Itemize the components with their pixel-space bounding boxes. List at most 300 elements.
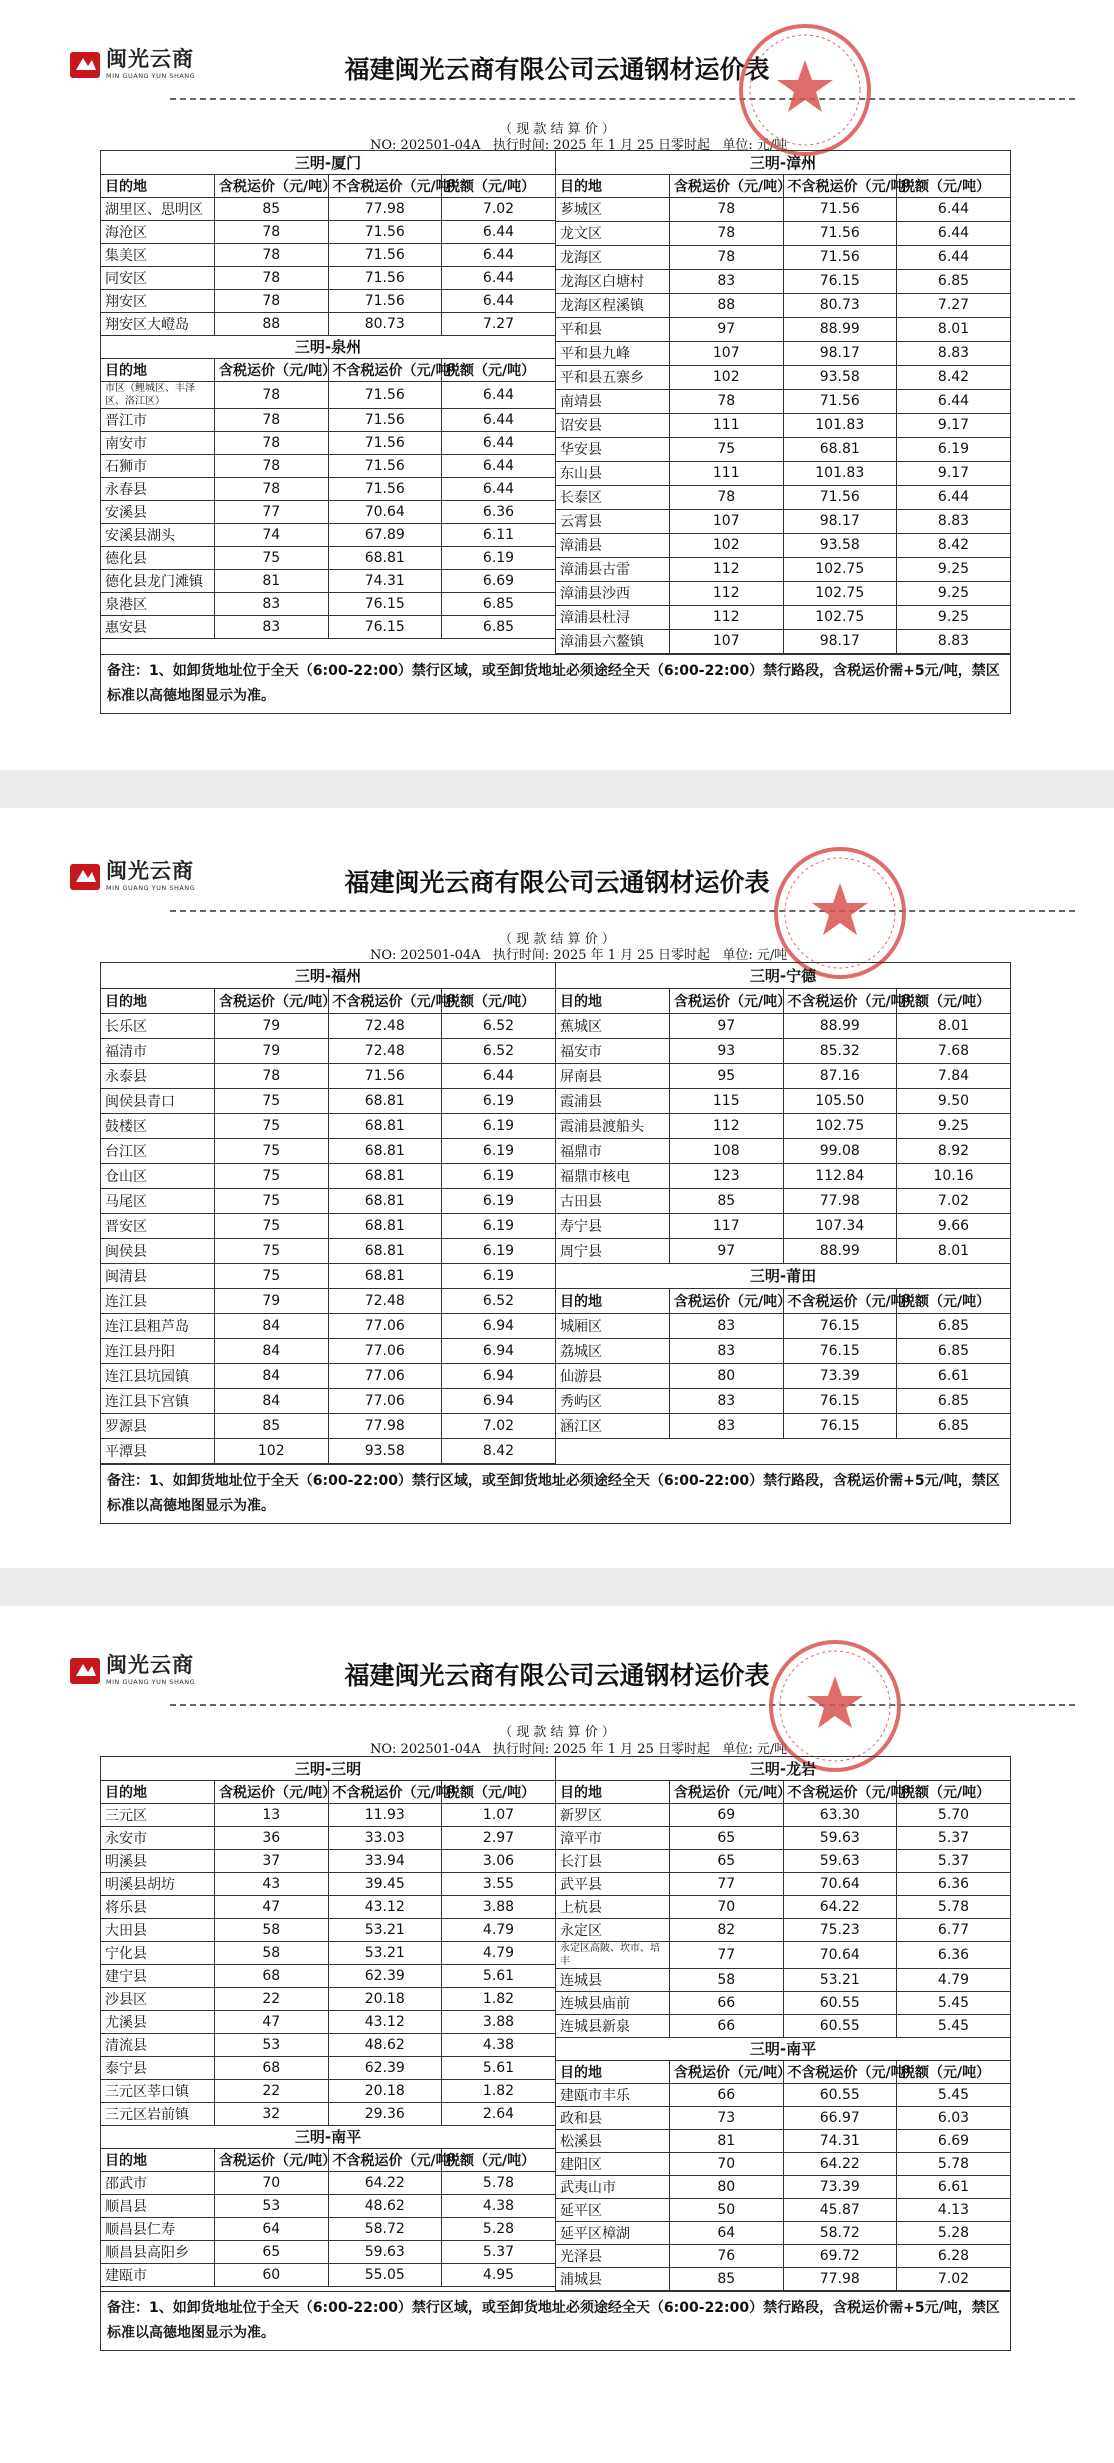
destination-cell: 台江区: [101, 1138, 215, 1163]
tax-excl-cell: 43.12: [328, 2010, 442, 2033]
rate-row: [101, 1313, 555, 1338]
tax-incl-cell: 64: [215, 2217, 329, 2240]
destination-cell: 延平区: [556, 2198, 670, 2221]
tax-cell: 4.95: [442, 2263, 556, 2286]
tax-cell: 6.11: [442, 523, 556, 546]
destination-cell: 沙县区: [101, 1987, 215, 2010]
tax-excl-cell: 112.84: [783, 1163, 897, 1188]
rate-row: [556, 413, 1010, 437]
destination-cell: 永春县: [101, 477, 215, 500]
destination-cell: 尤溪县: [101, 2010, 215, 2033]
rate-row: [101, 523, 555, 546]
tax-cell: 8.83: [897, 629, 1011, 653]
tax-cell: 6.19: [897, 437, 1011, 461]
rate-row: [101, 1338, 555, 1363]
tax-cell: 6.19: [442, 1213, 556, 1238]
remark-note: 备注：1、如卸货地址位于全天（6:00-22:00）禁行区域，或至卸货地址必须途经全天（6:00-22:00）禁行路段，含税运价需+5元/吨，禁区标准以高德地图显示为准。: [101, 2291, 1010, 2350]
tax-incl-cell: 78: [215, 266, 329, 289]
settlement-label: （ 现 款 结 算 价 ）: [499, 122, 615, 137]
tax-cell: 3.06: [442, 1849, 556, 1872]
tax-excl-cell: 73.39: [783, 1363, 897, 1388]
document-title: 福建闽光云商有限公司云通钢材运价表: [344, 55, 770, 84]
tax-excl-cell: 77.98: [783, 2267, 897, 2290]
col-tax: 税额（元/吨）: [897, 1288, 1011, 1313]
tax-cell: 6.19: [442, 1163, 556, 1188]
document-title: 福建闽光云商有限公司云通钢材运价表: [344, 868, 770, 897]
tax-cell: 6.19: [442, 1138, 556, 1163]
tax-incl-cell: 115: [670, 1088, 784, 1113]
tax-incl-cell: 66: [670, 2014, 784, 2037]
section-title: 三明-泉州: [101, 335, 555, 358]
tax-excl-cell: 68.81: [328, 1263, 442, 1288]
tax-incl-cell: 83: [670, 1413, 784, 1438]
col-tax-excl: 不含税运价（元/吨）: [783, 1288, 897, 1313]
destination-cell: 寿宁县: [556, 1213, 670, 1238]
tax-cell: 6.61: [897, 1363, 1011, 1388]
meta-line: [370, 1738, 787, 1757]
rate-row: [556, 1063, 1010, 1088]
rate-row: [101, 1826, 555, 1849]
tax-cell: 6.19: [442, 1113, 556, 1138]
tax-cell: 8.01: [897, 1013, 1011, 1038]
tax-cell: 6.44: [897, 197, 1011, 221]
tax-excl-cell: 29.36: [328, 2102, 442, 2125]
destination-cell: 建瓯市丰乐: [556, 2083, 670, 2106]
tax-incl-cell: 70: [670, 1895, 784, 1918]
destination-cell: 鼓楼区: [101, 1113, 215, 1138]
destination-cell: 顺昌县高阳乡: [101, 2240, 215, 2263]
rate-row: [556, 1213, 1010, 1238]
tax-excl-cell: 53.21: [328, 1941, 442, 1964]
rate-row: [556, 1238, 1010, 1263]
tax-incl-cell: 75: [215, 1213, 329, 1238]
destination-cell: 连江县下宫镇: [101, 1388, 215, 1413]
tax-incl-cell: 53: [215, 2033, 329, 2056]
tax-cell: 6.44: [442, 289, 556, 312]
col-tax: 税额（元/吨）: [442, 174, 556, 197]
rate-row: [101, 266, 555, 289]
tax-cell: 4.38: [442, 2194, 556, 2217]
destination-cell: 石狮市: [101, 454, 215, 477]
tax-incl-cell: 79: [215, 1038, 329, 1063]
tax-excl-cell: 72.48: [328, 1038, 442, 1063]
rate-row: [101, 381, 555, 408]
tax-incl-cell: 64: [670, 2221, 784, 2244]
destination-cell: 海沧区: [101, 220, 215, 243]
tax-cell: 6.44: [897, 221, 1011, 245]
col-tax-incl: 含税运价（元/吨）: [215, 174, 329, 197]
tax-excl-cell: 68.81: [328, 546, 442, 569]
tax-excl-cell: 77.06: [328, 1338, 442, 1363]
section-title: 三明-龙岩: [556, 1757, 1010, 1780]
tax-incl-cell: 77: [215, 500, 329, 523]
tax-incl-cell: 78: [215, 431, 329, 454]
destination-cell: 惠安县: [101, 615, 215, 638]
right-column: [555, 1757, 1010, 2291]
destination-cell: 霞浦县: [556, 1088, 670, 1113]
tax-cell: 6.85: [897, 1338, 1011, 1363]
rate-row: [556, 1038, 1010, 1063]
tax-cell: 5.70: [897, 1803, 1011, 1826]
rate-sheet-3: [100, 1756, 1011, 2351]
tax-incl-cell: 80: [670, 2175, 784, 2198]
tax-excl-cell: 80.73: [328, 312, 442, 335]
rate-row: [101, 312, 555, 335]
tax-cell: 6.19: [442, 1188, 556, 1213]
tax-incl-cell: 112: [670, 1113, 784, 1138]
tax-incl-cell: 97: [670, 1238, 784, 1263]
col-tax-excl: 不含税运价（元/吨）: [783, 2060, 897, 2083]
page-3: [0, 1606, 1114, 2463]
tax-incl-cell: 74: [215, 523, 329, 546]
tax-cell: 8.42: [897, 533, 1011, 557]
tax-excl-cell: 88.99: [783, 317, 897, 341]
col-tax: 税额（元/吨）: [897, 988, 1011, 1013]
tax-cell: 5.37: [897, 1826, 1011, 1849]
col-tax-excl: 不含税运价（元/吨）: [328, 358, 442, 381]
rate-row: [556, 461, 1010, 485]
col-tax-incl: 含税运价（元/吨）: [215, 358, 329, 381]
unit-label: 单位: 元/吨: [722, 948, 788, 963]
tax-incl-cell: 117: [670, 1213, 784, 1238]
tax-incl-cell: 84: [215, 1313, 329, 1338]
col-destination: 目的地: [101, 358, 215, 381]
tax-cell: 6.69: [897, 2129, 1011, 2152]
tax-cell: 9.25: [897, 557, 1011, 581]
rate-row: [101, 1263, 555, 1288]
section-title: 三明-三明: [101, 1757, 555, 1780]
tax-excl-cell: 68.81: [783, 437, 897, 461]
tax-incl-cell: 75: [215, 1113, 329, 1138]
tax-incl-cell: 78: [215, 220, 329, 243]
tax-cell: 6.94: [442, 1363, 556, 1388]
tax-incl-cell: 83: [670, 1313, 784, 1338]
destination-cell: 建瓯市: [101, 2263, 215, 2286]
tax-excl-cell: 102.75: [783, 557, 897, 581]
tax-cell: 6.36: [442, 500, 556, 523]
tax-excl-cell: 71.56: [328, 454, 442, 477]
tax-excl-cell: 76.15: [783, 269, 897, 293]
col-tax-excl: 不含税运价（元/吨）: [328, 988, 442, 1013]
rate-row: [101, 197, 555, 220]
tax-excl-cell: 101.83: [783, 413, 897, 437]
destination-cell: 漳浦县: [556, 533, 670, 557]
destination-cell: 安溪县湖头: [101, 523, 215, 546]
tax-excl-cell: 60.55: [783, 2083, 897, 2106]
rate-row: [101, 1113, 555, 1138]
rate-row: [101, 2102, 555, 2125]
tax-cell: 5.78: [897, 1895, 1011, 1918]
tax-excl-cell: 33.94: [328, 1849, 442, 1872]
page-gap: [0, 1568, 1114, 1606]
rate-row: [556, 1991, 1010, 2014]
doc-number: NO: 202501-04A: [370, 948, 481, 963]
rate-row: [556, 2106, 1010, 2129]
logo-name: 闽光云商: [106, 46, 194, 71]
tax-excl-cell: 68.81: [328, 1088, 442, 1113]
tax-excl-cell: 62.39: [328, 2056, 442, 2079]
unit-label: 单位: 元/吨: [722, 1742, 788, 1757]
col-tax-incl: 含税运价（元/吨）: [670, 1288, 784, 1313]
company-stamp-icon: [735, 20, 875, 160]
tax-incl-cell: 47: [215, 2010, 329, 2033]
tax-incl-cell: 111: [670, 413, 784, 437]
destination-cell: 诏安县: [556, 413, 670, 437]
rate-row: [556, 389, 1010, 413]
destination-cell: 集美区: [101, 243, 215, 266]
destination-cell: 浦城县: [556, 2267, 670, 2290]
tax-incl-cell: 97: [670, 1013, 784, 1038]
tax-excl-cell: 68.81: [328, 1138, 442, 1163]
tax-excl-cell: 20.18: [328, 1987, 442, 2010]
section-title: 三明-厦门: [101, 151, 555, 174]
destination-cell: 闽清县: [101, 1263, 215, 1288]
tax-excl-cell: 75.23: [783, 1918, 897, 1941]
tax-excl-cell: 101.83: [783, 461, 897, 485]
tax-excl-cell: 39.45: [328, 1872, 442, 1895]
tax-incl-cell: 78: [215, 454, 329, 477]
destination-cell: 华安县: [556, 437, 670, 461]
tax-incl-cell: 83: [215, 615, 329, 638]
destination-cell: 永定区: [556, 1918, 670, 1941]
right-column: [555, 151, 1010, 654]
title-divider: [170, 910, 1075, 912]
tax-incl-cell: 78: [670, 389, 784, 413]
rate-row: [556, 2083, 1010, 2106]
tax-cell: 6.44: [442, 408, 556, 431]
rate-row: [101, 2056, 555, 2079]
rate-row: [101, 1363, 555, 1388]
tax-incl-cell: 79: [215, 1013, 329, 1038]
tax-excl-cell: 68.81: [328, 1113, 442, 1138]
rate-row: [556, 485, 1010, 509]
tax-cell: 2.97: [442, 1826, 556, 1849]
tax-incl-cell: 75: [215, 1188, 329, 1213]
tax-excl-cell: 71.56: [783, 245, 897, 269]
rate-row: [101, 1438, 555, 1463]
rate-row: [101, 243, 555, 266]
tax-excl-cell: 107.34: [783, 1213, 897, 1238]
destination-cell: 上杭县: [556, 1895, 670, 1918]
tax-excl-cell: 33.03: [328, 1826, 442, 1849]
rate-row: [101, 2240, 555, 2263]
tax-excl-cell: 71.56: [328, 266, 442, 289]
tax-incl-cell: 75: [215, 1263, 329, 1288]
tax-incl-cell: 79: [215, 1288, 329, 1313]
tax-incl-cell: 78: [215, 477, 329, 500]
destination-cell: 长乐区: [101, 1013, 215, 1038]
tax-incl-cell: 65: [215, 2240, 329, 2263]
section-title: 三明-宁德: [556, 963, 1010, 988]
destination-cell: 云霄县: [556, 509, 670, 533]
tax-excl-cell: 53.21: [783, 1968, 897, 1991]
tax-incl-cell: 112: [670, 557, 784, 581]
tax-excl-cell: 85.32: [783, 1038, 897, 1063]
document-title: 福建闽光云商有限公司云通钢材运价表: [344, 1661, 770, 1690]
destination-cell: 翔安区大嶝岛: [101, 312, 215, 335]
tax-incl-cell: 58: [670, 1968, 784, 1991]
rate-row: [101, 2079, 555, 2102]
destination-cell: 宁化县: [101, 1941, 215, 1964]
page-1: [0, 0, 1114, 770]
rate-row: [101, 500, 555, 523]
rate-row: [101, 1918, 555, 1941]
destination-cell: 福鼎市: [556, 1138, 670, 1163]
col-destination: 目的地: [101, 988, 215, 1013]
section-title: 三明-南平: [101, 2125, 555, 2148]
rate-row: [101, 431, 555, 454]
col-tax-excl: 不含税运价（元/吨）: [783, 174, 897, 197]
logo-name: 闽光云商: [106, 1652, 194, 1677]
destination-cell: 周宁县: [556, 1238, 670, 1263]
destination-cell: 东山县: [556, 461, 670, 485]
right-column: [555, 963, 1010, 1464]
tax-incl-cell: 78: [215, 408, 329, 431]
tax-cell: 8.42: [897, 365, 1011, 389]
tax-incl-cell: 78: [215, 243, 329, 266]
left-column: [101, 1757, 555, 2291]
tax-incl-cell: 65: [670, 1849, 784, 1872]
rate-row: [556, 293, 1010, 317]
tax-cell: 6.36: [897, 1872, 1011, 1895]
col-destination: 目的地: [556, 174, 670, 197]
tax-incl-cell: 77: [670, 1872, 784, 1895]
rate-row: [556, 581, 1010, 605]
tax-incl-cell: 85: [215, 197, 329, 220]
rate-row: [101, 289, 555, 312]
rate-row: [101, 1063, 555, 1088]
tax-cell: 10.16: [897, 1163, 1011, 1188]
destination-cell: 马尾区: [101, 1188, 215, 1213]
rate-row: [556, 2267, 1010, 2290]
tax-excl-cell: 76.15: [783, 1413, 897, 1438]
left-column: [101, 963, 555, 1464]
tax-incl-cell: 66: [670, 2083, 784, 2106]
destination-cell: 罗源县: [101, 1413, 215, 1438]
tax-excl-cell: 67.89: [328, 523, 442, 546]
tax-excl-cell: 71.56: [783, 485, 897, 509]
tax-incl-cell: 58: [215, 1918, 329, 1941]
tax-cell: 6.85: [897, 1413, 1011, 1438]
tax-cell: 7.02: [442, 1413, 556, 1438]
tax-incl-cell: 58: [215, 1941, 329, 1964]
destination-cell: 龙海区白塘村: [556, 269, 670, 293]
tax-incl-cell: 70: [670, 2152, 784, 2175]
tax-incl-cell: 75: [670, 437, 784, 461]
destination-cell: 龙海区程溪镇: [556, 293, 670, 317]
destination-cell: 泰宁县: [101, 2056, 215, 2079]
tax-incl-cell: 80: [670, 1363, 784, 1388]
tax-incl-cell: 88: [215, 312, 329, 335]
tax-incl-cell: 83: [670, 269, 784, 293]
tax-cell: 4.79: [897, 1968, 1011, 1991]
tax-incl-cell: 97: [670, 317, 784, 341]
tax-excl-cell: 68.81: [328, 1238, 442, 1263]
destination-cell: 漳浦县杜浔: [556, 605, 670, 629]
tax-excl-cell: 58.72: [328, 2217, 442, 2240]
destination-cell: 龙文区: [556, 221, 670, 245]
tax-incl-cell: 36: [215, 1826, 329, 1849]
destination-cell: 明溪县: [101, 1849, 215, 1872]
section-title: 三明-漳州: [556, 151, 1010, 174]
destination-cell: 将乐县: [101, 1895, 215, 1918]
rate-row: [101, 1088, 555, 1113]
tax-incl-cell: 13: [215, 1803, 329, 1826]
rate-row: [101, 1038, 555, 1063]
destination-cell: 秀屿区: [556, 1388, 670, 1413]
rate-row: [556, 221, 1010, 245]
rate-row: [556, 245, 1010, 269]
destination-cell: 福鼎市核电: [556, 1163, 670, 1188]
logo-name: 闽光云商: [106, 858, 194, 883]
left-column: [101, 151, 555, 654]
tax-excl-cell: 59.63: [783, 1826, 897, 1849]
tax-incl-cell: 84: [215, 1388, 329, 1413]
rate-row: [556, 1188, 1010, 1213]
rate-row: [556, 1826, 1010, 1849]
rate-row: [556, 1163, 1010, 1188]
tax-cell: 7.02: [442, 197, 556, 220]
col-tax: 税额（元/吨）: [897, 174, 1011, 197]
tax-incl-cell: 102: [670, 365, 784, 389]
destination-cell: 三元区: [101, 1803, 215, 1826]
col-tax: 税额（元/吨）: [442, 988, 556, 1013]
rate-row: [101, 615, 555, 638]
tax-cell: 5.78: [442, 2171, 556, 2194]
tax-excl-cell: 69.72: [783, 2244, 897, 2267]
tax-excl-cell: 70.64: [783, 1872, 897, 1895]
rate-row: [556, 1338, 1010, 1363]
col-tax-incl: 含税运价（元/吨）: [670, 2060, 784, 2083]
col-tax: 税额（元/吨）: [442, 2148, 556, 2171]
tax-excl-cell: 71.56: [328, 408, 442, 431]
tax-cell: 9.66: [897, 1213, 1011, 1238]
title-divider: [170, 98, 1075, 100]
rate-row: [101, 1388, 555, 1413]
destination-cell: 连城县: [556, 1968, 670, 1991]
tax-excl-cell: 93.58: [783, 533, 897, 557]
rate-row: [101, 477, 555, 500]
destination-cell: 同安区: [101, 266, 215, 289]
destination-cell: 仙游县: [556, 1363, 670, 1388]
destination-cell: 湖里区、思明区: [101, 197, 215, 220]
rate-row: [101, 1238, 555, 1263]
destination-cell: 平潭县: [101, 1438, 215, 1463]
tax-excl-cell: 105.50: [783, 1088, 897, 1113]
tax-excl-cell: 20.18: [328, 2079, 442, 2102]
tax-incl-cell: 37: [215, 1849, 329, 1872]
destination-cell: 屏南县: [556, 1063, 670, 1088]
rate-row: [101, 2171, 555, 2194]
tax-excl-cell: 93.58: [328, 1438, 442, 1463]
col-tax-incl: 含税运价（元/吨）: [670, 1780, 784, 1803]
rate-row: [556, 1895, 1010, 1918]
tax-incl-cell: 83: [215, 592, 329, 615]
destination-cell: 泉港区: [101, 592, 215, 615]
tax-cell: 9.17: [897, 461, 1011, 485]
tax-excl-cell: 74.31: [783, 2129, 897, 2152]
destination-cell: 仓山区: [101, 1163, 215, 1188]
tax-cell: 6.44: [442, 243, 556, 266]
rate-sheet-1: [100, 150, 1011, 714]
destination-cell: 长汀县: [556, 1849, 670, 1872]
tax-excl-cell: 71.56: [328, 477, 442, 500]
tax-excl-cell: 77.98: [328, 1413, 442, 1438]
tax-cell: 3.55: [442, 1872, 556, 1895]
destination-cell: 连城县庙前: [556, 1991, 670, 2014]
col-destination: 目的地: [101, 2148, 215, 2171]
tax-incl-cell: 50: [670, 2198, 784, 2221]
